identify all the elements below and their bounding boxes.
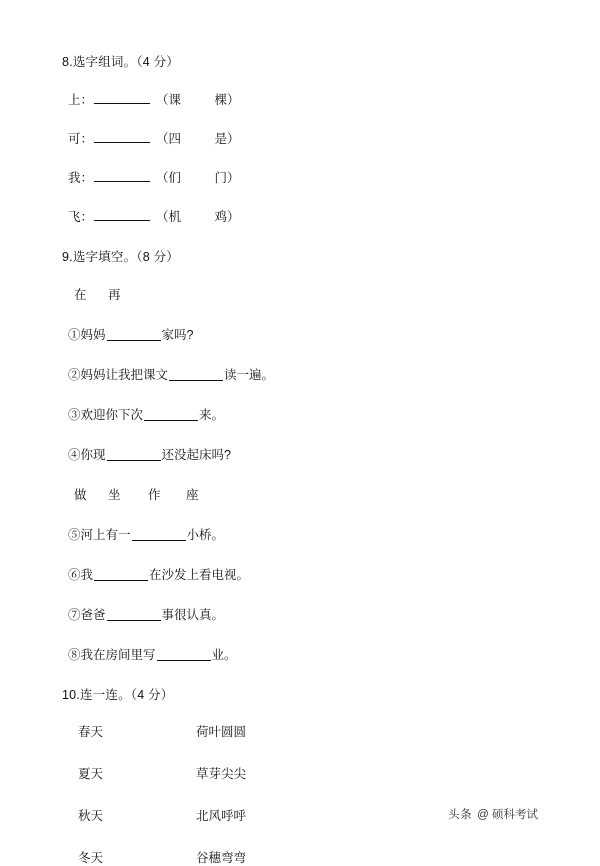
q9-item-4-blank[interactable]: [107, 448, 161, 461]
q8-row-3-options: （们 门）: [156, 168, 240, 186]
q9-group2-choices: [62, 485, 538, 503]
section-q10: [62, 689, 538, 866]
q9-item-7-blank[interactable]: [107, 608, 161, 621]
q10-row-4-right[interactable]: 谷穗弯弯: [196, 850, 247, 865]
q10-row-2: [78, 764, 538, 782]
q10-row-2-left[interactable]: 夏天: [78, 766, 104, 781]
q9-group1-char-b: 再: [108, 288, 121, 302]
q9-item-2: [62, 365, 538, 383]
q9-item-8-blank[interactable]: [157, 648, 211, 661]
q8-row-1-opt1: 课: [168, 92, 182, 107]
q8-row-2-opt1: 四: [168, 131, 182, 146]
q10-match-table: [62, 722, 538, 866]
q8-row-4-blank[interactable]: [94, 208, 150, 221]
q9-title: 9.选字填空。（8 分）: [62, 249, 179, 264]
q9-group2-char-c: 作: [148, 488, 161, 502]
q9-item-7: [62, 605, 538, 623]
q8-row-1: [62, 90, 538, 108]
q8-row-1-blank[interactable]: [94, 91, 150, 104]
q10-row-4: [78, 848, 538, 866]
section-q8: [62, 56, 538, 225]
q8-row-3: [62, 168, 538, 186]
q9-item-3-pre: ③欢迎你下次: [68, 408, 144, 422]
q9-item-1-blank[interactable]: [107, 328, 161, 341]
q9-item-6: [62, 565, 538, 583]
q10-row-1: [78, 722, 538, 740]
q9-item-4-post: 还没起床吗?: [161, 448, 231, 462]
q8-row-4-opt1: 机: [168, 209, 182, 224]
q9-item-1-post: 家吗?: [161, 328, 194, 342]
q9-item-4-pre: ④你现: [68, 448, 106, 462]
q9-item-2-post: 读一遍。: [224, 368, 275, 382]
q10-row-4-left[interactable]: 冬天: [78, 850, 104, 865]
q8-row-2-opt2: 是: [214, 131, 228, 146]
q10-row-1-left[interactable]: 春天: [78, 724, 104, 739]
q9-item-6-post: 在沙发上看电视。: [149, 568, 250, 582]
q9-item-7-pre: ⑦爸爸: [68, 608, 106, 622]
q9-item-5-pre: ⑤河上有一: [68, 528, 131, 542]
q10-title: 10.连一连。（4 分）: [62, 688, 174, 702]
q10-row-2-right[interactable]: 草芽尖尖: [196, 766, 247, 781]
q9-item-8: [62, 645, 538, 663]
q10-row-3-left[interactable]: 秋天: [78, 808, 104, 823]
q8-row-3-opt1: 们: [168, 170, 182, 185]
q9-item-1: [62, 325, 538, 343]
q8-row-1-opt2: 棵: [214, 92, 228, 107]
q9-item-2-blank[interactable]: [169, 368, 223, 381]
q9-group2-char-d: 座: [186, 488, 199, 502]
q9-item-3: [62, 405, 538, 423]
q8-row-2-char: 可：: [68, 131, 94, 146]
toutiao-logo-icon: 头条: [448, 809, 473, 821]
section-q9: [62, 251, 538, 664]
q9-item-5-post: 小桥。: [186, 528, 225, 542]
q10-row-1-right[interactable]: 荷叶圆圆: [196, 724, 247, 739]
q9-item-2-pre: ②妈妈让我把课文: [68, 368, 169, 382]
q8-row-2: [62, 129, 538, 147]
watermark: [448, 806, 538, 822]
q8-row-2-options: （四 是）: [156, 129, 240, 147]
q8-row-2-blank[interactable]: [94, 130, 150, 143]
q9-item-3-post: 来。: [199, 408, 225, 422]
q9-item-6-blank[interactable]: [94, 568, 148, 581]
q9-item-1-pre: ①妈妈: [68, 328, 106, 342]
q9-item-5-blank[interactable]: [132, 528, 186, 541]
q9-item-7-post: 事很认真。: [161, 608, 225, 622]
q8-row-4-options: （机 鸡）: [156, 207, 240, 225]
q10-row-3-right[interactable]: 北风呼呼: [196, 808, 247, 823]
q9-group1-char-a: 在: [74, 288, 87, 302]
q8-title: 8.选字组词。（4 分）: [62, 55, 179, 69]
q8-row-1-char: 上：: [68, 92, 94, 107]
q9-item-4: [62, 445, 538, 463]
q8-row-3-char: 我：: [68, 170, 94, 185]
q8-row-3-blank[interactable]: [94, 169, 150, 182]
q9-group2-char-b: 坐: [108, 488, 121, 502]
q9-item-6-pre: ⑥我: [68, 568, 94, 582]
q8-row-3-opt2: 门: [214, 170, 228, 185]
q8-row-4-char: 飞：: [68, 209, 94, 224]
q8-row-4-opt2: 鸡: [214, 209, 228, 224]
q9-item-5: [62, 525, 538, 543]
q9-group1-choices: [62, 285, 538, 303]
q9-item-8-pre: ⑧我在房间里写: [68, 648, 156, 662]
q8-row-4: [62, 207, 538, 225]
watermark-account: @ 硕科考试: [477, 809, 538, 821]
q9-item-8-post: 业。: [211, 648, 237, 662]
q9-group2-char-a: 做: [74, 488, 87, 502]
q8-row-1-options: （课 棵）: [156, 90, 240, 108]
q9-item-3-blank[interactable]: [144, 408, 198, 421]
